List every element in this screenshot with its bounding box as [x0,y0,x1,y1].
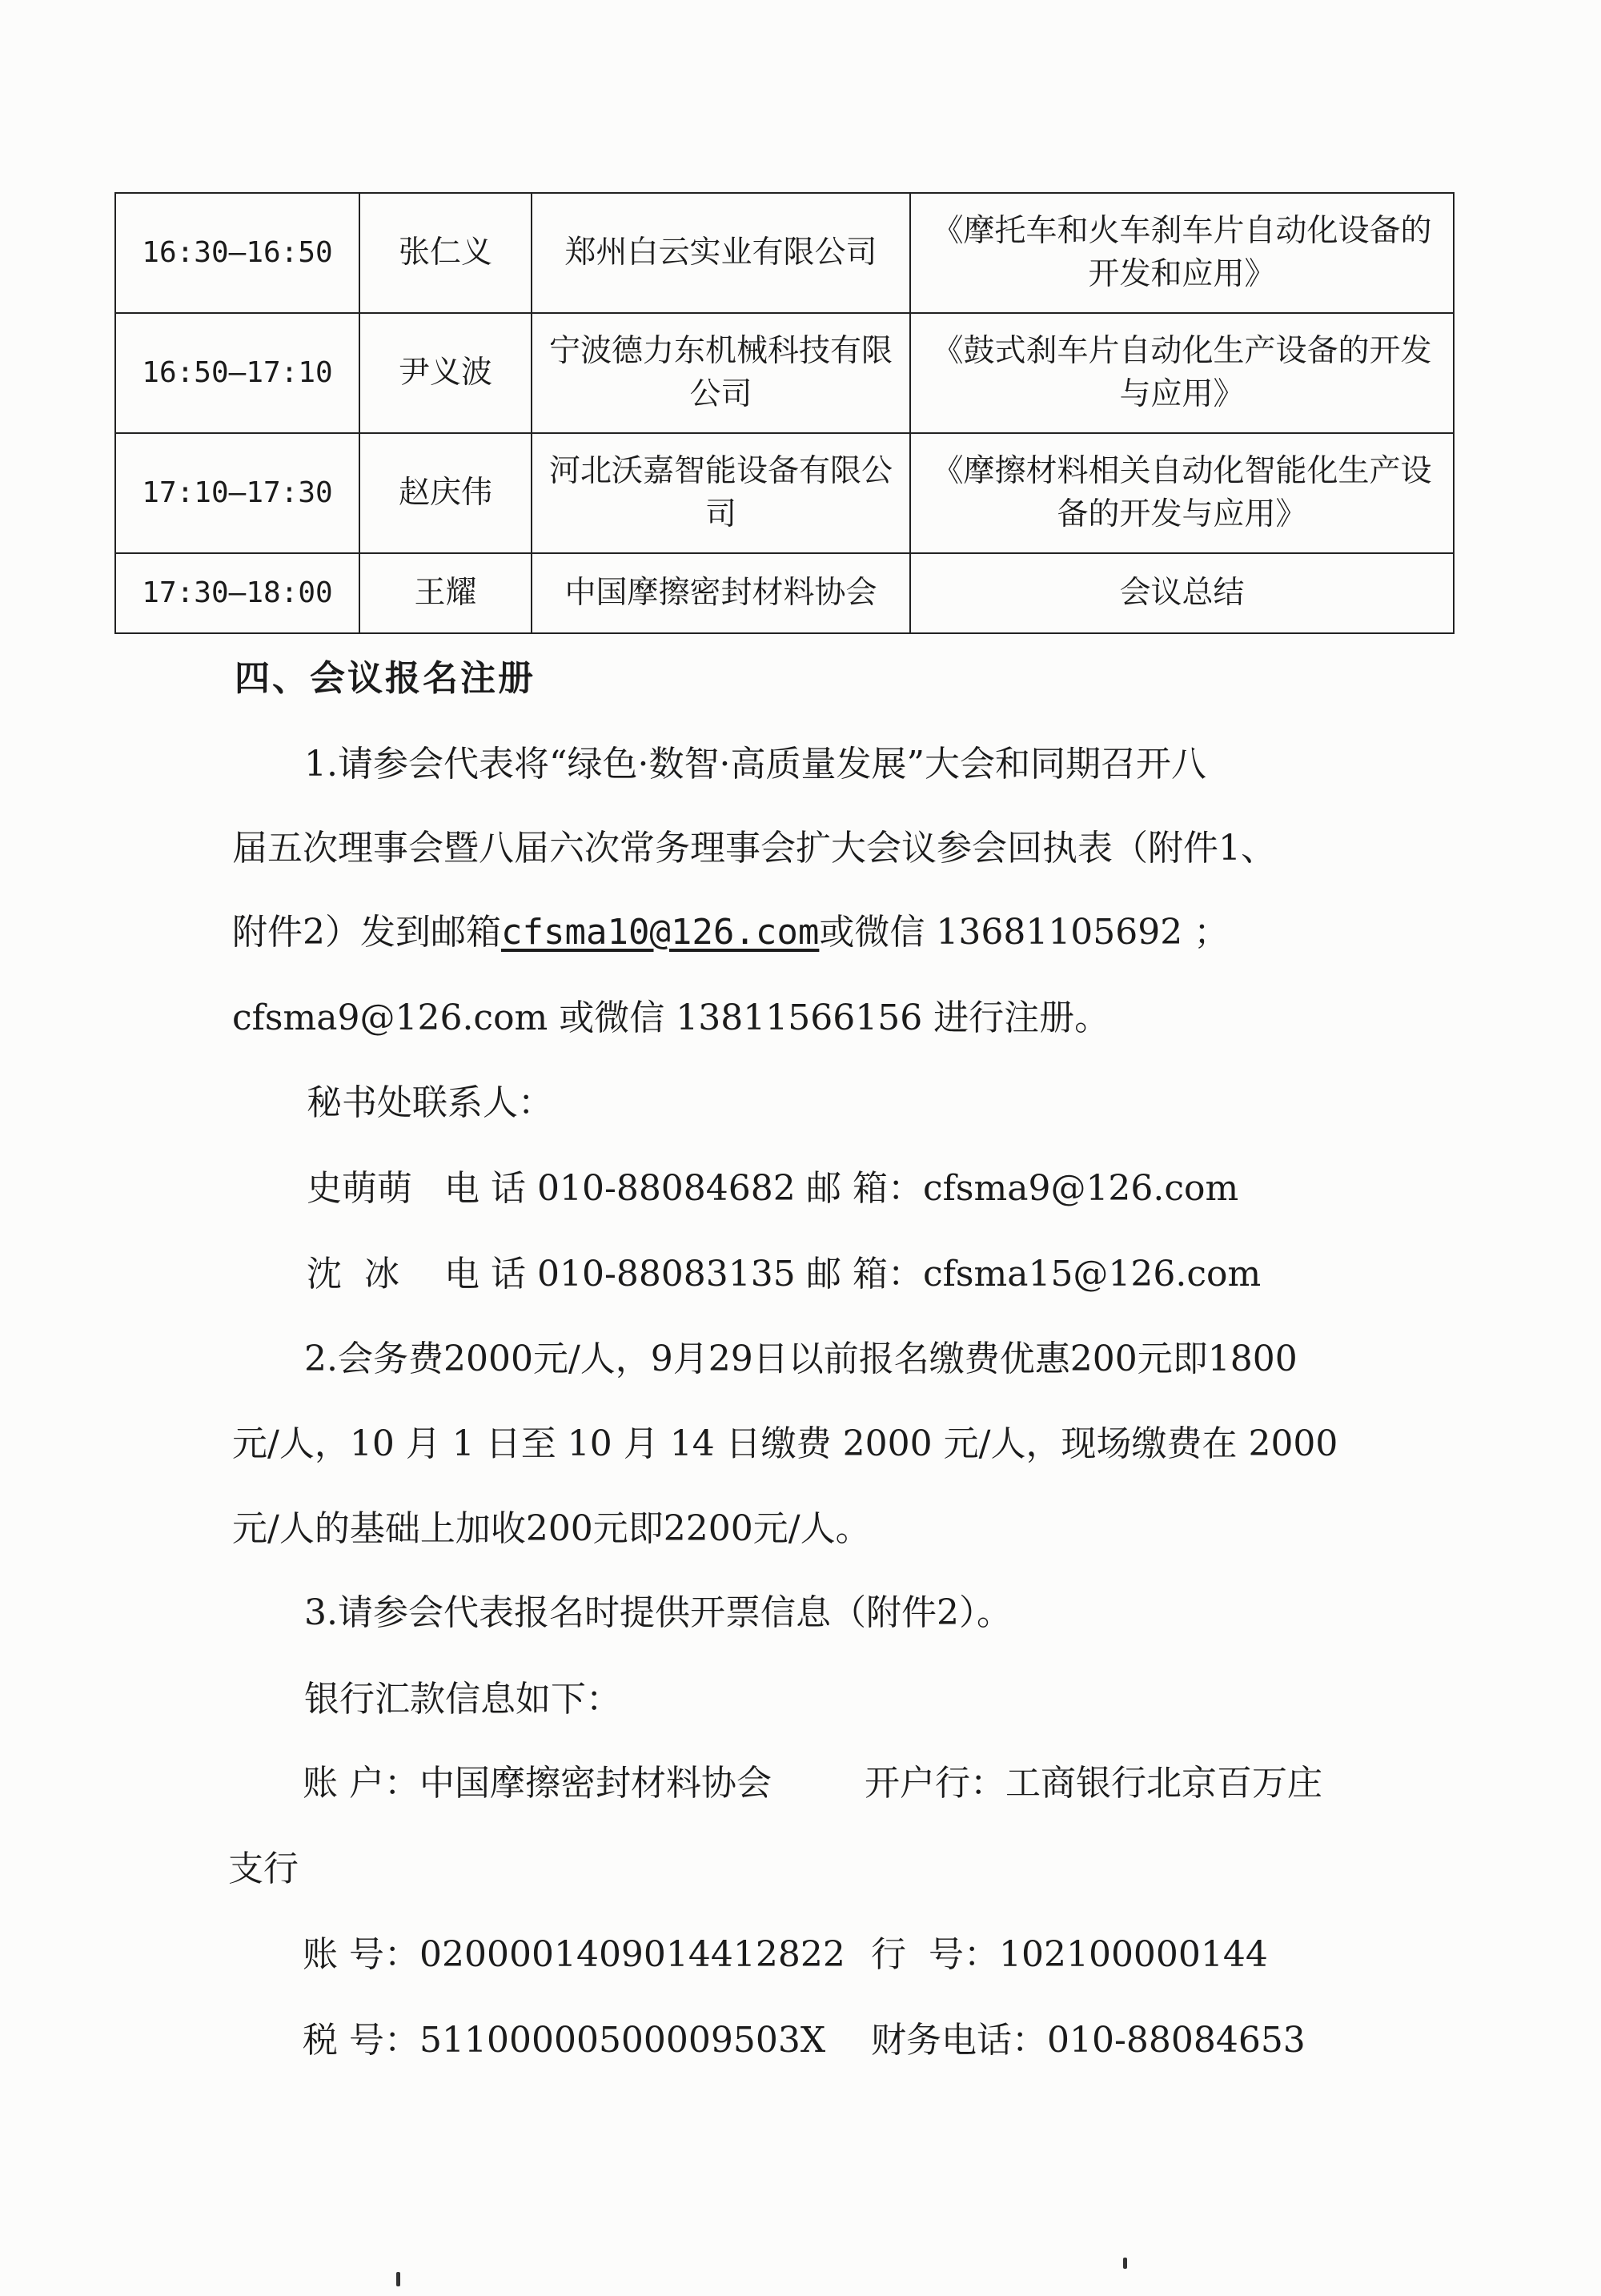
paragraph-text: 附件2）发到邮箱 [232,912,501,953]
table-row [115,193,1454,313]
paragraph-line [232,909,1229,957]
bank-branch-cont: 支行 [228,1848,299,1889]
table-row [115,433,1454,553]
binding-mark [1123,2258,1127,2269]
bank-code: 行 号：102100000144 [871,1934,1268,1975]
topic-cell: 《鼓式刹车片自动化生产设备的开发与应用》 [910,313,1454,433]
bank-title: 银行汇款信息如下： [304,1679,621,1720]
bank-account-name: 账 户：中国摩擦密封材料协会 [303,1763,772,1804]
paragraph-line: 元/人，10 月 1 日至 10 月 14 日缴费 2000 元/人，现场缴费在 2000 [232,1423,1338,1464]
paragraph-line: 届五次理事会暨八届六次常务理事会扩大会议参会回执表（附件1、 [232,828,1276,869]
contact-email: 邮 箱：cfsma15@126.com [806,1254,1262,1295]
time-cell: 16:50—17:10 [115,313,359,433]
paragraph-line: 2.会务费2000元/人，9月29日以前报名缴费优惠200元即1800 [304,1339,1298,1379]
paragraph-line: 1.请参会代表将“绿色·数智·高质量发展”大会和同期召开八 [304,744,1206,785]
paragraph-line: 元/人的基础上加收200元即2200元/人。 [232,1508,871,1549]
company-cell: 宁波德力东机械科技有限公司 [532,313,910,433]
speaker-cell: 尹义波 [359,313,532,433]
binding-mark [396,2272,400,2286]
tax-number: 税 号：51100000500009503X [303,2020,826,2061]
company-cell: 中国摩擦密封材料协会 [532,553,910,633]
bank-account-number: 账 号：0200001409014412822 [303,1934,845,1975]
contact-phone: 电 话 010-88084682 [444,1168,796,1209]
topic-cell: 会议总结 [910,553,1454,633]
topic-cell: 《摩擦材料相关自动化智能化生产设备的开发与应用》 [910,433,1454,553]
contact-phone: 电 话 010-88083135 [444,1254,796,1295]
time-cell: 17:30—18:00 [115,553,359,633]
paragraph-line: cfsma9@126.com 或微信 13811566156 进行注册。 [232,997,1110,1038]
time-cell: 16:30—16:50 [115,193,359,313]
contacts-title: 秘书处联系人： [307,1082,553,1123]
section-heading: 四、会议报名注册 [235,658,536,699]
email-link[interactable]: cfsma10@126.com [501,912,820,953]
schedule-table [114,192,1455,634]
contact-name: 沈 冰 [307,1254,399,1295]
bank-branch: 开户行：工商银行北京百万庄 [865,1763,1322,1804]
speaker-cell: 张仁义 [359,193,532,313]
paragraph-text: 或微信 13681105692 ； [819,912,1230,953]
speaker-cell: 王耀 [359,553,532,633]
topic-cell: 《摩托车和火车刹车片自动化设备的开发和应用》 [910,193,1454,313]
table-row [115,313,1454,433]
contact-email: 邮 箱：cfsma9@126.com [806,1168,1239,1209]
paragraph-line: 3.请参会代表报名时提供开票信息（附件2）。 [304,1592,1012,1633]
company-cell: 郑州白云实业有限公司 [532,193,910,313]
company-cell: 河北沃嘉智能设备有限公司 [532,433,910,553]
speaker-cell: 赵庆伟 [359,433,532,553]
finance-phone: 财务电话：010-88084653 [871,2020,1306,2061]
time-cell: 17:10—17:30 [115,433,359,553]
contact-name: 史萌萌 [307,1168,412,1209]
table-row [115,553,1454,633]
